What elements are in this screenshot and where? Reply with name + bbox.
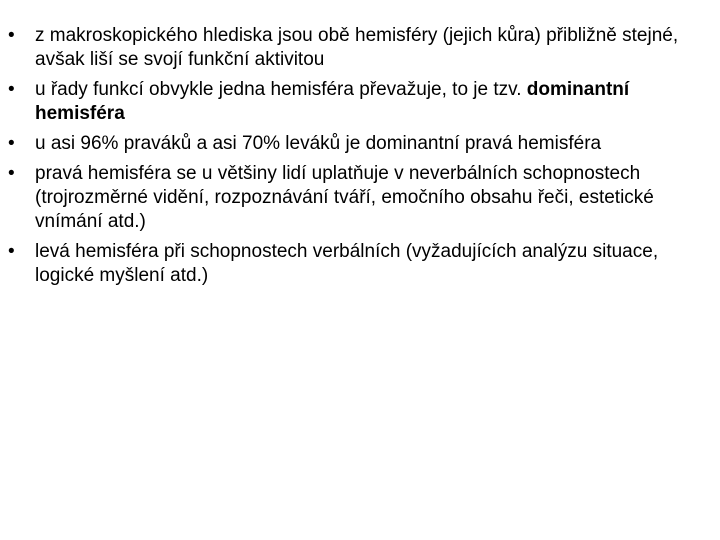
- bullet-text: levá hemisféra při schopnostech verbálních (vyžadujících analýzu situace, logické myšlení atd.): [35, 241, 659, 286]
- bullet-list: [8, 24, 708, 294]
- bullet-text: u asi 96% praváků a asi 70% leváků je dominantní pravá hemisféra: [35, 133, 602, 154]
- bullet-icon: •: [8, 133, 15, 154]
- bullet-icon: •: [8, 241, 15, 262]
- list-item: [8, 240, 708, 288]
- bullet-emphasis: dominantní hemisféra: [35, 79, 630, 124]
- bullet-text: u řady funkcí obvykle jedna hemisféra převažuje, to je tzv.: [35, 79, 522, 100]
- bullet-icon: •: [8, 25, 15, 46]
- list-item: [8, 162, 708, 234]
- bullet-text: z makroskopického hlediska jsou obě hemisféry (jejich kůra) přibližně stejné, avšak liší se svojí funkční aktivitou: [35, 25, 679, 70]
- bullet-icon: •: [8, 79, 15, 100]
- list-item: [8, 24, 708, 72]
- list-item: [8, 132, 708, 156]
- list-item: [8, 78, 708, 126]
- bullet-icon: •: [8, 163, 15, 184]
- bullet-text: pravá hemisféra se u většiny lidí uplatňuje v neverbálních schopnostech (trojrozměrné vidění, rozpoznávání tváří, emočního obsahu řeči, estetické vnímání atd.): [35, 163, 654, 232]
